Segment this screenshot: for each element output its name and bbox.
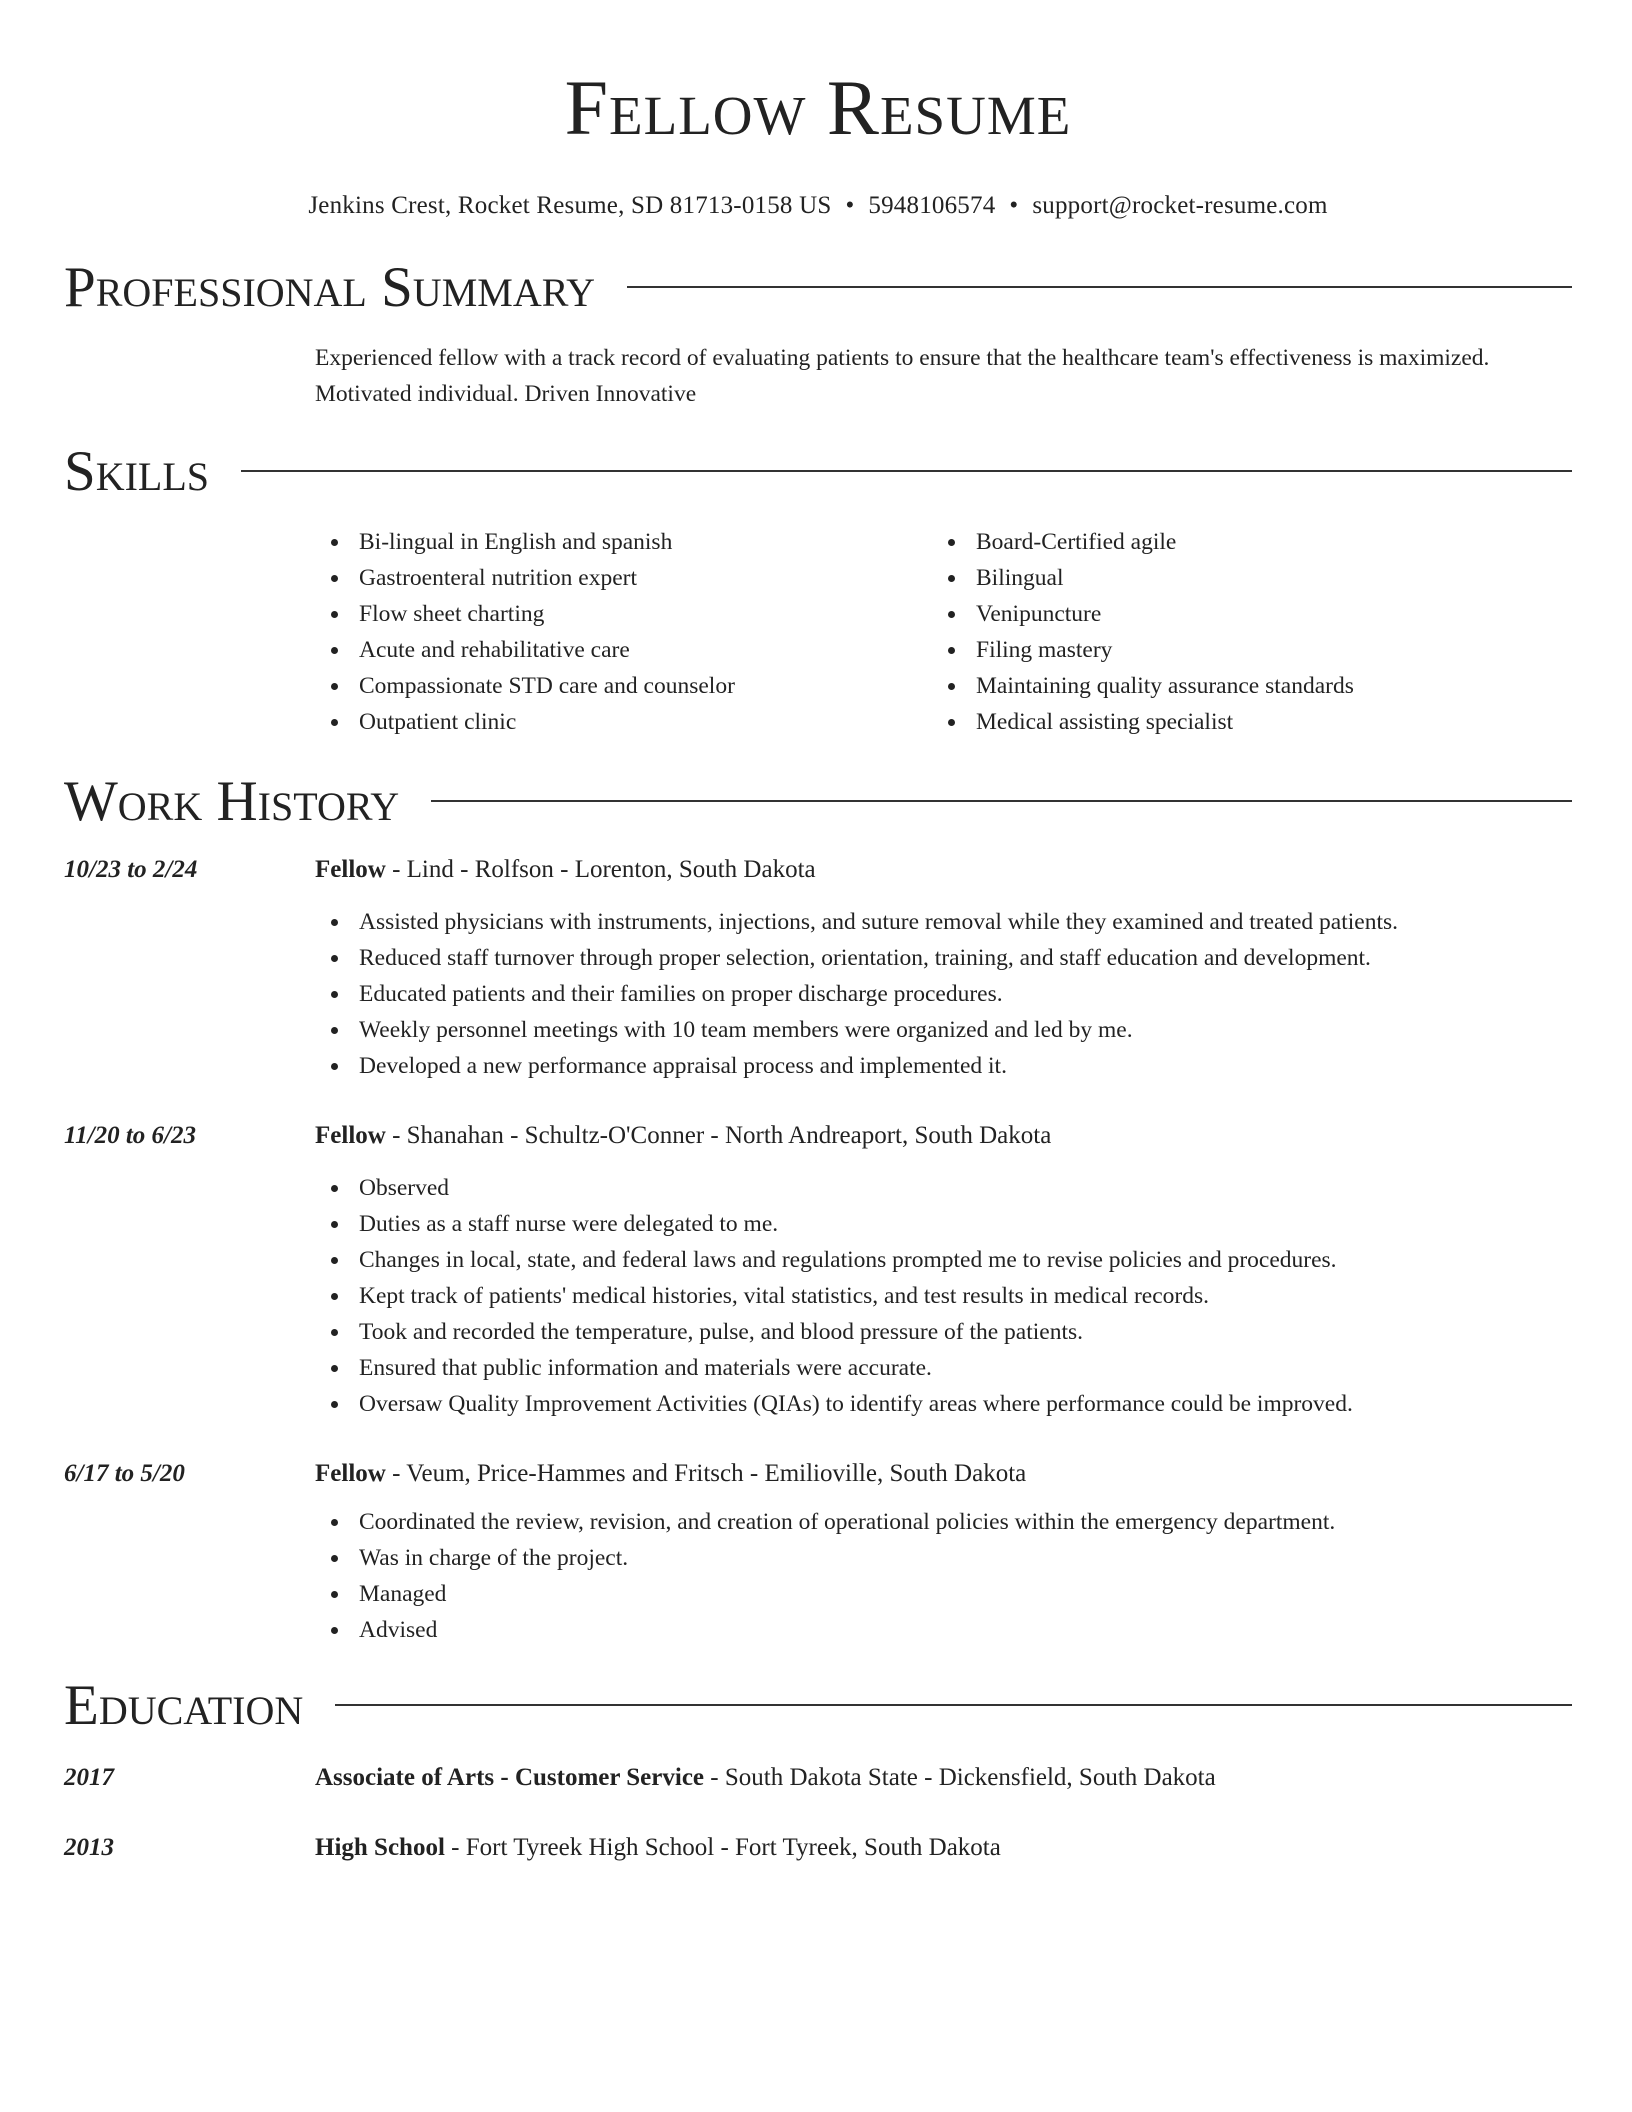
job-body: [315, 852, 1572, 1084]
education-school: - South Dakota State - Dickensfield, South Dakota: [704, 1764, 1216, 1791]
section-header-summary: [64, 256, 1572, 320]
duty-item: Educated patients and their families on proper discharge procedures.: [315, 976, 1572, 1012]
duty-item: Developed a new performance appraisal process and implemented it.: [315, 1048, 1572, 1084]
skill-item: Filing mastery: [932, 632, 1354, 668]
duty-item: Advised: [315, 1612, 1572, 1648]
job-role: Fellow: [315, 1460, 386, 1487]
section-header-work: [64, 770, 1572, 834]
job-entry: [64, 1118, 1572, 1422]
education-entry: [64, 1830, 1572, 1866]
education-year: 2017: [64, 1764, 114, 1791]
education-title: [315, 1830, 1572, 1866]
education-body: [315, 1760, 1572, 1796]
job-dates: 10/23 to 2/24: [64, 856, 198, 883]
job-employer: - Shanahan - Schultz-O'Conner - North Andreaport, South Dakota: [385, 1122, 1052, 1149]
education-body: [315, 1830, 1572, 1866]
contact-separator: •: [1009, 192, 1019, 219]
duty-item: Weekly personnel meetings with 10 team members were organized and led by me.: [315, 1012, 1572, 1048]
section-header-skills: [64, 440, 1572, 504]
job-body: [315, 1456, 1572, 1648]
duty-item: Managed: [315, 1576, 1572, 1612]
job-duties: [315, 904, 1572, 1084]
education-year: 2013: [64, 1834, 114, 1861]
section-divider: [627, 286, 1572, 288]
skills-list: [315, 524, 1572, 740]
contact-line: [64, 190, 1572, 222]
skill-item: Venipuncture: [932, 596, 1354, 632]
skill-item: Bilingual: [932, 560, 1354, 596]
duty-item: Ensured that public information and materials were accurate.: [315, 1350, 1572, 1386]
section-title-skills: Skills: [64, 440, 210, 503]
section-title-summary: Professional Summary: [64, 256, 596, 319]
education-title: [315, 1760, 1572, 1796]
job-duties: [315, 1170, 1572, 1422]
contact-email[interactable]: support@rocket-resume.com: [1032, 192, 1328, 219]
job-employer: - Veum, Price-Hammes and Fritsch - Emilioville, South Dakota: [385, 1460, 1027, 1487]
section-header-education: [64, 1674, 1572, 1738]
education-school: - Fort Tyreek High School - Fort Tyreek, South Dakota: [444, 1834, 1001, 1861]
skill-item: Bi-lingual in English and spanish: [315, 524, 932, 560]
education-degree: High School: [315, 1834, 445, 1861]
duty-item: Duties as a staff nurse were delegated to me.: [315, 1206, 1572, 1242]
duty-item: Was in charge of the project.: [315, 1540, 1572, 1576]
contact-separator: •: [845, 192, 855, 219]
section-divider: [241, 470, 1572, 472]
duty-item: Oversaw Quality Improvement Activities (QIAs) to identify areas where performance could be improved.: [315, 1386, 1572, 1422]
skill-item: Gastroenteral nutrition expert: [315, 560, 932, 596]
skill-item: Board-Certified agile: [932, 524, 1354, 560]
duty-item: Changes in local, state, and federal laws and regulations prompted me to revise policies and procedures.: [315, 1242, 1572, 1278]
contact-address: Jenkins Crest, Rocket Resume, SD 81713-0158 US: [308, 192, 832, 219]
duty-item: Reduced staff turnover through proper selection, orientation, training, and staff education and development.: [315, 940, 1572, 976]
duty-item: Observed: [315, 1170, 1572, 1206]
job-title: [315, 852, 1572, 888]
education-entry: [64, 1760, 1572, 1796]
summary-text: Experienced fellow with a track record of evaluating patients to ensure that the healthcare team's effectiveness is maximized. Motivated individual. Driven Innovative: [315, 345, 1490, 407]
contact-phone: 5948106574: [868, 192, 996, 219]
skills-column-left: [315, 524, 932, 740]
job-entry: [64, 852, 1572, 1084]
skills-column-right: [932, 524, 1354, 740]
duty-item: Took and recorded the temperature, pulse, and blood pressure of the patients.: [315, 1314, 1572, 1350]
job-title: [315, 1118, 1572, 1154]
job-entry: [64, 1456, 1572, 1648]
skill-item: Medical assisting specialist: [932, 704, 1354, 740]
job-duties: [315, 1504, 1572, 1648]
job-body: [315, 1118, 1572, 1422]
skill-item: Flow sheet charting: [315, 596, 932, 632]
job-dates: 6/17 to 5/20: [64, 1460, 185, 1487]
job-role: Fellow: [315, 1122, 386, 1149]
section-title-education: Education: [64, 1674, 304, 1737]
section-title-work: Work History: [64, 770, 400, 833]
education-degree: Associate of Arts - Customer Service: [315, 1764, 705, 1791]
duty-item: Kept track of patients' medical histories, vital statistics, and test results in medical records.: [315, 1278, 1572, 1314]
skill-item: Compassionate STD care and counselor: [315, 668, 932, 704]
job-role: Fellow: [315, 856, 386, 883]
skill-item: Maintaining quality assurance standards: [932, 668, 1354, 704]
job-dates: 11/20 to 6/23: [64, 1122, 196, 1149]
skill-item: Acute and rehabilitative care: [315, 632, 932, 668]
job-title: [315, 1456, 1572, 1492]
skill-item: Outpatient clinic: [315, 704, 932, 740]
resume-name: Fellow Resume: [564, 64, 1072, 151]
section-divider: [335, 1704, 1572, 1706]
section-divider: [431, 800, 1572, 802]
duty-item: Assisted physicians with instruments, injections, and suture removal while they examined and treated patients.: [315, 904, 1572, 940]
job-employer: - Lind - Rolfson - Lorenton, South Dakota: [385, 856, 816, 883]
duty-item: Coordinated the review, revision, and creation of operational policies within the emergency department.: [315, 1504, 1572, 1540]
